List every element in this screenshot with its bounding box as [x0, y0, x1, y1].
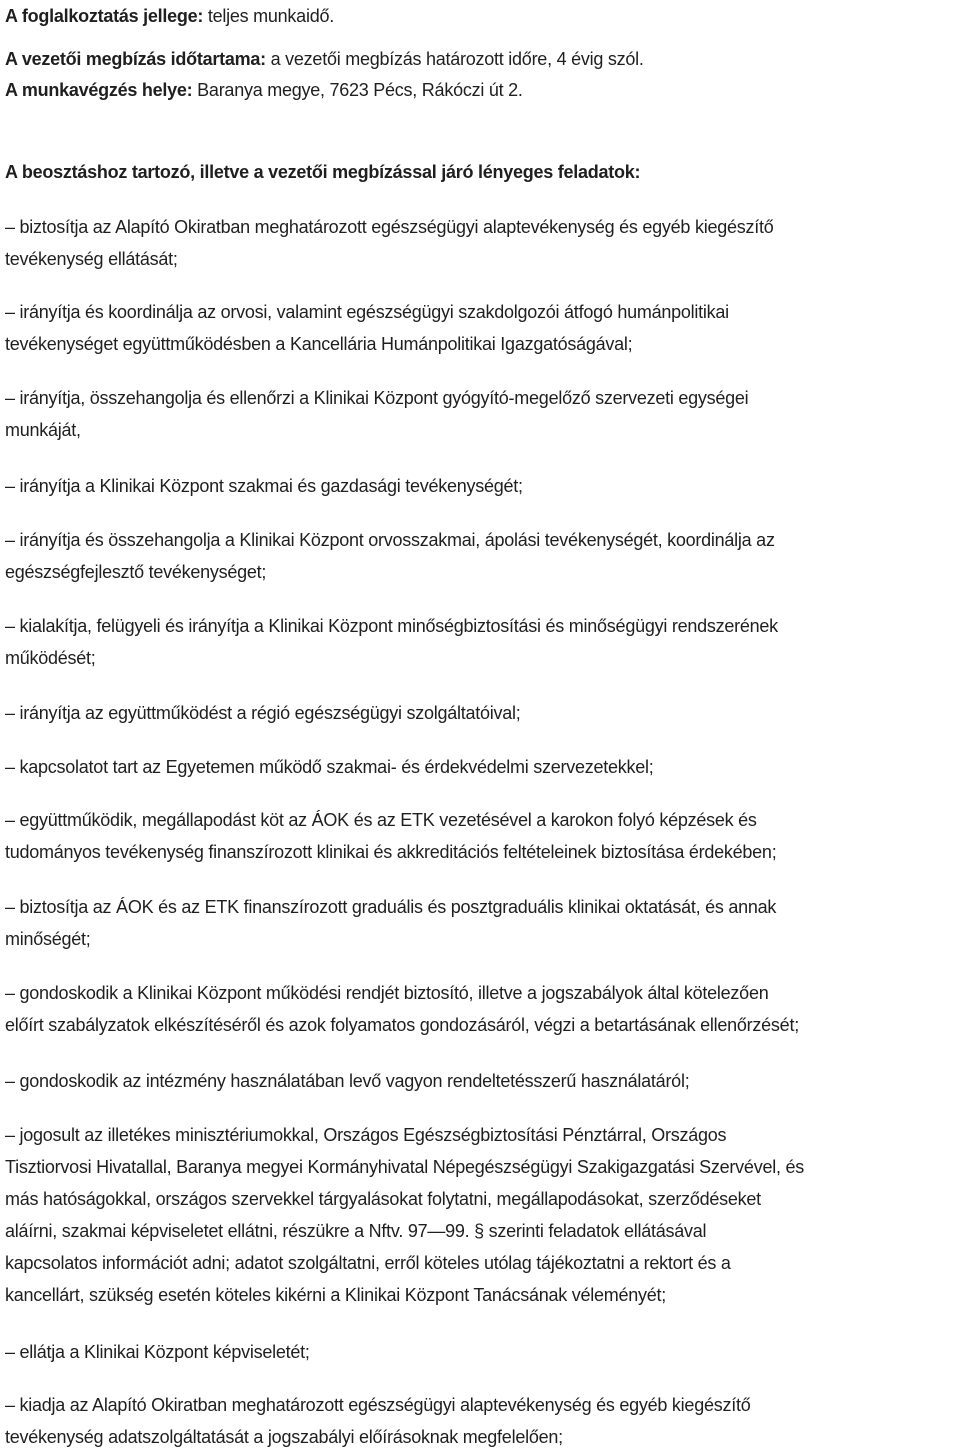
task-item [5, 891, 955, 955]
task-item [5, 977, 955, 1041]
task-item-line: – gondoskodik az intézmény használatában levő vagyon rendeltetésszerű használatáról; [5, 1071, 690, 1091]
task-item-line: minőségét; [5, 929, 91, 949]
task-item-line: egészségfejlesztő tevékenységet; [5, 562, 267, 582]
mandate-duration-line [5, 43, 955, 75]
task-item [5, 697, 955, 729]
task-item [5, 1065, 955, 1097]
task-item-line: kancellárt, szükség esetén köteles kikérni a Klinikai Központ Tanácsának véleményét; [5, 1285, 667, 1305]
task-item-line: tudományos tevékenység finanszírozott klinikai és akkreditációs feltételeinek biztosítása érdekében; [5, 842, 777, 862]
task-item-line: előírt szabályzatok elkészítéséről és azok folyamatos gondozásáról, végzi a betartásának ellenőrzését; [5, 1015, 799, 1035]
section-title: A beosztáshoz tartozó, illetve a vezetői megbízással járó lényeges feladatok: [5, 162, 641, 182]
workplace-label: A munkavégzés helye: [5, 80, 193, 100]
workplace-value: Baranya megye, 7623 Pécs, Rákóczi út 2. [192, 80, 523, 100]
task-item-line: – kapcsolatot tart az Egyetemen működő szakmai- és érdekvédelmi szervezetekkel; [5, 757, 654, 777]
task-item-line: más hatóságokkal, országos szervekkel tárgyalásokat folytatni, megállapodásokat, szerződéseket [5, 1189, 761, 1209]
task-item-line: – ellátja a Klinikai Központ képviseletét; [5, 1342, 310, 1362]
task-item-line: – irányítja, összehangolja és ellenőrzi a Klinikai Központ gyógyító-megelőző szervezeti egységei [5, 388, 749, 408]
task-item [5, 296, 955, 360]
task-item [5, 1119, 955, 1311]
task-item-line: munkáját, [5, 420, 81, 440]
task-item-line: – együttműködik, megállapodást köt az ÁOK és az ETK vezetésével a karokon folyó képzések és [5, 810, 757, 830]
task-item-line: – irányítja és koordinálja az orvosi, valamint egészségügyi szakdolgozói átfogó humánpolitikai [5, 302, 729, 322]
task-item-line: – jogosult az illetékes minisztériumokkal, Országos Egészségbiztosítási Pénztárral, Országos [5, 1125, 727, 1145]
workplace-line [5, 74, 955, 106]
task-item [5, 382, 955, 446]
task-item [5, 1389, 955, 1453]
employment-type-line [5, 0, 955, 32]
task-item-line: – gondoskodik a Klinikai Központ működési rendjét biztosító, illetve a jogszabályok által kötelezően [5, 983, 769, 1003]
task-item [5, 1336, 955, 1368]
task-item-line: kapcsolatos információt adni; adatot szolgáltatni, erről köteles utólag tájékoztatni a rektort és a [5, 1253, 731, 1273]
task-item-line: – biztosítja az ÁOK és az ETK finanszírozott graduális és posztgraduális klinikai oktatását, és annak [5, 897, 777, 917]
task-item-line: – kialakítja, felügyeli és irányítja a Klinikai Központ minőségbiztosítási és minőségügyi rendszerének [5, 616, 778, 636]
task-item [5, 804, 955, 868]
employment-type-label: A foglalkoztatás jellege: [5, 6, 204, 26]
task-item [5, 524, 955, 588]
employment-type-value: teljes munkaidő. [203, 6, 334, 26]
task-item-line: aláírni, szakmai képviseletet ellátni, részükre a Nftv. 97—99. § szerinti feladatok ellátásával [5, 1221, 707, 1241]
task-item-line: – irányítja a Klinikai Központ szakmai és gazdasági tevékenységét; [5, 476, 523, 496]
mandate-duration-label: A vezetői megbízás időtartama: [5, 49, 266, 69]
task-item-line: – biztosítja az Alapító Okiratban meghatározott egészségügyi alaptevékenység és egyéb kiegészítő [5, 217, 774, 237]
task-item-line: Tisztiorvosi Hivatallal, Baranya megyei Kormányhivatal Népegészségügyi Szakigazgatási Szervével, és [5, 1157, 804, 1177]
task-item [5, 470, 955, 502]
task-item-line: működését; [5, 648, 96, 668]
task-item-line: – irányítja és összehangolja a Klinikai Központ orvosszakmai, ápolási tevékenységét, koordinálja az [5, 530, 775, 550]
task-item-line: tevékenység ellátását; [5, 249, 178, 269]
task-item [5, 751, 955, 783]
task-item [5, 610, 955, 674]
task-item-line: tevékenység adatszolgáltatását a jogszabályi előírásoknak megfelelően; [5, 1427, 563, 1447]
task-item-line: – irányítja az együttműködést a régió egészségügyi szolgáltatóival; [5, 703, 521, 723]
task-item-line: – kiadja az Alapító Okiratban meghatározott egészségügyi alaptevékenység és egyéb kiegészítő [5, 1395, 751, 1415]
mandate-duration-value: a vezetői megbízás határozott időre, 4 évig szól. [265, 49, 644, 69]
task-item-line: tevékenységet együttműködésben a Kancellária Humánpolitikai Igazgatóságával; [5, 334, 633, 354]
task-item [5, 211, 955, 275]
